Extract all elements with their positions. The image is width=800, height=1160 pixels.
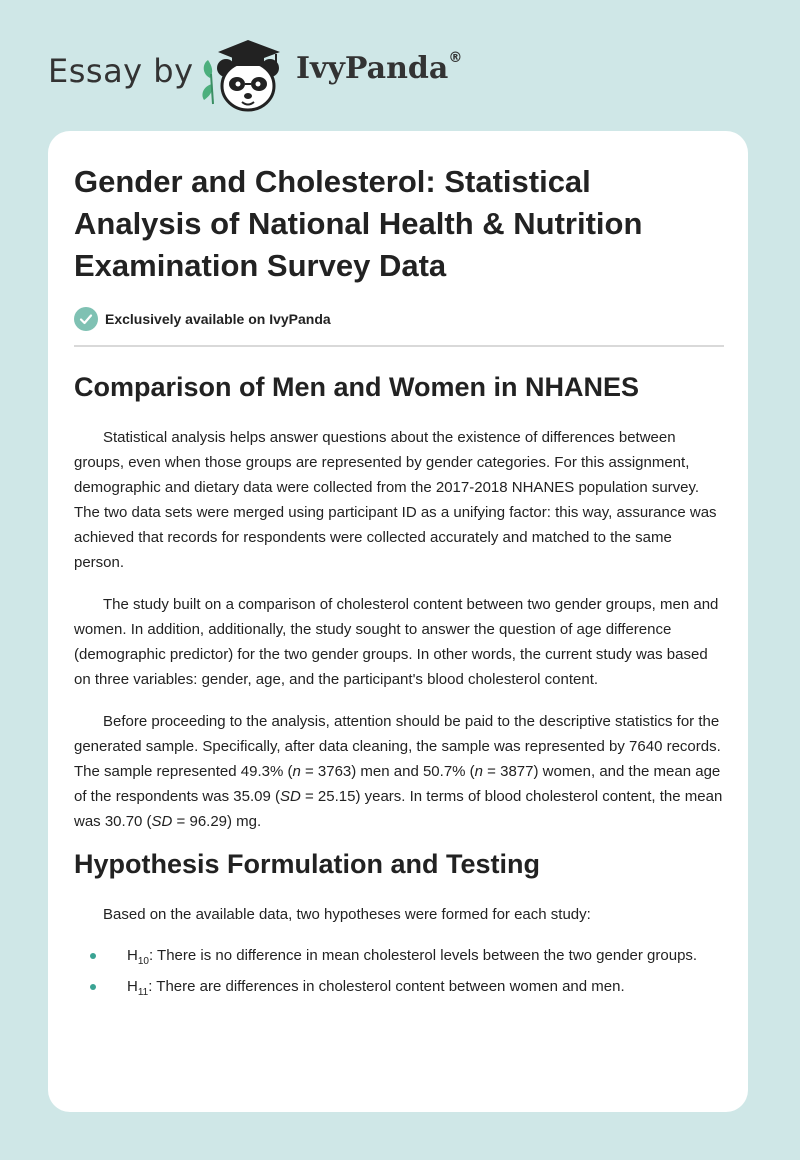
article-content [74, 161, 724, 1005]
hypothesis-list [74, 943, 724, 1005]
exclusive-badge [74, 305, 724, 333]
panda-logo-icon [198, 34, 290, 114]
hypothesis-intro: Based on the available data, two hypotheses were formed for each study: [103, 906, 591, 923]
paragraph-2: The study built on a comparison of cholesterol content between two gender groups, men and women. In addition, additionally, the study sought to answer the question of age difference (demographic predictor) for the two gender groups. In other words, the current study was based on three variables: gender, age, and the participant's blood cholesterol content. [74, 596, 719, 688]
check-icon [74, 307, 98, 331]
divider [74, 345, 724, 347]
badge-label: Exclusively available on IvyPanda [105, 311, 331, 327]
paragraph-1: Statistical analysis helps answer questions about the existence of differences between groups, even when those groups are represented by gender categories. For this assignment, demographic and dietary data were collected from the 2017-2018 NHANES population survey. The two data sets were merged using participant ID as a unifying factor: this way, assurance was achieved that records for respondents were collected accurately and matched to the same person. [74, 429, 717, 571]
brand-prefix: Essay by [48, 52, 194, 90]
section-heading-comparison: Comparison of Men and Women in NHANES [74, 372, 640, 402]
bullet-icon [90, 953, 96, 959]
brand-header[interactable] [48, 34, 508, 114]
list-item: $H_{11}$: There are differences in cholesterol content between women and men. [74, 974, 724, 1005]
article-title: Gender and Cholesterol: Statistical Analysis of National Health & Nutrition Examination Survey Data [74, 164, 643, 283]
bullet-icon [90, 984, 96, 990]
list-item: $H_{10}$: There is no difference in mean cholesterol levels between the two gender groups. [74, 943, 724, 974]
brand-name: IvyPanda® [296, 50, 463, 86]
paragraph-3: Before proceeding to the analysis, attention should be paid to the descriptive statistics for the generated sample. Specifically, after data cleaning, the sample was represented by 7640 records. The sample represented 49.3% (n = 3763) men and 50.7% (n = 3877) women, and the mean age of the respondents was 35.09 (SD = 25.15) years. In terms of blood cholesterol content, the mean was 30.70 (SD = 96.29) mg. [74, 713, 723, 830]
section-heading-hypothesis: Hypothesis Formulation and Testing [74, 849, 541, 879]
article-card [48, 131, 748, 1112]
